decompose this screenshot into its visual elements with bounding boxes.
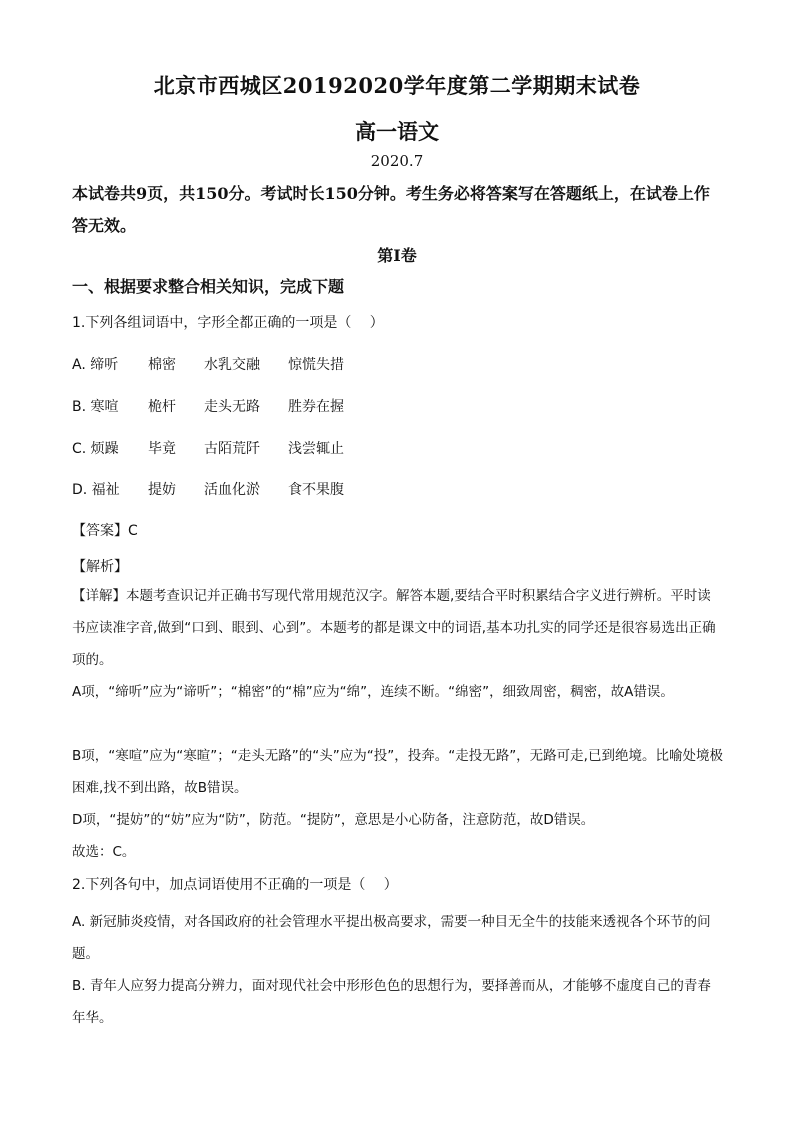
option-word: 古陌荒阡 — [204, 441, 260, 457]
exam-subject: 高一语文 — [355, 119, 439, 144]
analysis-detail: 【详解】本题考查识记并正确书写现代常用规范汉字。解答本题,要结合平时积累结合字义进行辨析。平时读书应读准字音,做到“口到、眼到、心到”。本题考的都是课文中的词语,基本功扎实的同学还是很容易选出正确项的。 — [72, 588, 716, 668]
exam-date: 2020.7 — [370, 152, 424, 170]
question-1-stem: 1.下列各组词语中，字形全都正确的一项是（ ） — [72, 315, 384, 331]
option-c — [72, 438, 372, 458]
exam-notice: 本试卷共9页，共150分。考试时长150分钟。考生务必将答案写在答题纸上，在试卷上作答无效。 — [72, 184, 710, 235]
analysis-item-d: D项，“提妨”的“妨”应为“防”，防范。“提防”，意思是小心防备，注意防范，故D错误。 — [72, 812, 595, 828]
option-word: 活血化淤 — [204, 482, 260, 498]
answer-line: 【答案】C — [72, 523, 138, 539]
option-letter: C. 烦躁 — [72, 441, 119, 457]
option-word: 浅尝辄止 — [288, 441, 344, 457]
option-word: 毕竟 — [148, 441, 176, 457]
section-heading: 一、根据要求整合相关知识，完成下题 — [72, 277, 345, 296]
volume-heading: 第Ⅰ卷 — [377, 246, 417, 265]
question-2-option-a: A. 新冠肺炎疫情，对各国政府的社会管理水平提出极高要求，需要一种目无全牛的技能来透视各个环节的问题。 — [72, 914, 711, 962]
option-word: 惊慌失措 — [288, 357, 344, 373]
option-word: 桅杆 — [148, 399, 176, 415]
option-letter: B. 寒喧 — [72, 399, 119, 415]
option-word: 胜券在握 — [288, 399, 344, 415]
option-a — [72, 354, 372, 374]
option-word: 棉密 — [148, 357, 176, 373]
option-letter: D. 福祉 — [72, 482, 120, 498]
question-2-option-b: B. 青年人应努力提高分辨力，面对现代社会中形形色色的思想行为，要择善而从，才能够不虚度自己的青春年华。 — [72, 978, 711, 1026]
analysis-label: 【解析】 — [72, 559, 128, 575]
exam-title: 北京市西城区20192020学年度第二学期期末试卷 — [153, 73, 641, 98]
question-2-stem: 2.下列各句中，加点词语使用不正确的一项是（ ） — [72, 877, 398, 893]
analysis-item-b: B项，“寒喧”应为“寒暄”；“走头无路”的“头”应为“投”，投奔。“走投无路”，无路可走,已到绝境。比喻处境极困难,找不到出路，故B错误。 — [72, 748, 723, 796]
option-letter: A. 缔听 — [72, 357, 119, 373]
analysis-item-a: A项，“缔听”应为“谛听”；“棉密”的“棉”应为“绵”，连续不断。“绵密”，细致周密，稠密，故A错误。 — [72, 684, 674, 700]
analysis-choice: 故选：C。 — [72, 844, 136, 860]
option-word: 提妨 — [148, 482, 176, 498]
option-word: 水乳交融 — [204, 357, 260, 373]
option-word: 食不果腹 — [288, 482, 344, 498]
option-d — [72, 479, 372, 499]
option-b — [72, 396, 372, 416]
option-word: 走头无路 — [204, 399, 260, 415]
